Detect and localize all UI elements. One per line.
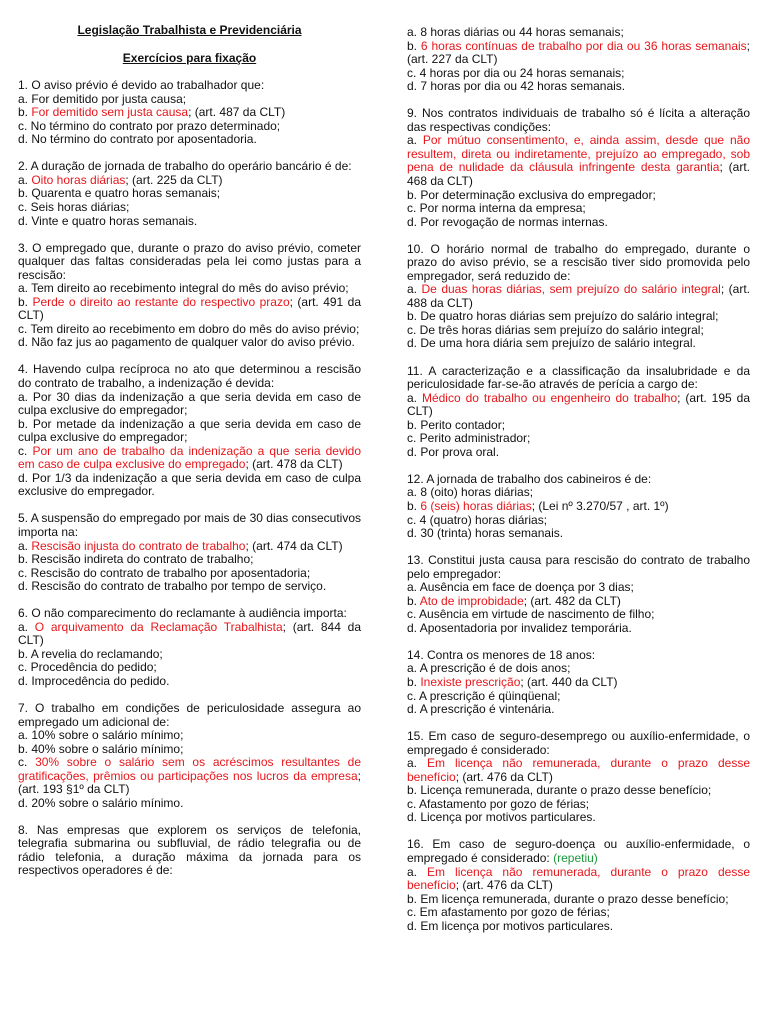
option-letter: c. [407, 322, 420, 337]
option-letter: c. [407, 688, 420, 703]
question-block [18, 363, 361, 498]
option-text: ; (art. 468 da CLT) [407, 160, 750, 188]
option-letter: b. [18, 294, 33, 309]
correct-answer-highlight: 30% sobre o salário sem os acréscimos resultantes de gratificações, prêmios ou participações nos lucros da empresa [18, 755, 361, 783]
option-text: Por revogação de normas internas. [420, 214, 608, 229]
question-stem [407, 473, 750, 487]
question-text: 6. O não comparecimento do reclamante à audiência importa: [18, 606, 347, 621]
option-text: 40% sobre o salário mínimo; [31, 741, 184, 756]
question-block [18, 242, 361, 350]
answer-option [407, 581, 750, 595]
question-block [407, 473, 750, 541]
document-subtitle: Exercícios para fixação [122, 50, 257, 65]
answer-option [407, 324, 750, 338]
option-letter: b. [407, 783, 421, 798]
answer-option [18, 567, 361, 581]
answer-option [407, 662, 750, 676]
option-letter: a. [18, 389, 33, 404]
option-letter: c. [407, 201, 420, 216]
option-text: Tem direito ao recebimento integral do mês do aviso prévio; [31, 281, 349, 296]
option-letter: c. [407, 65, 420, 80]
correct-answer-highlight: Em licença não remunerada, durante o prazo desse benefício [407, 864, 750, 893]
option-letter: a. [18, 619, 35, 634]
answer-option [407, 608, 750, 622]
question-stem [18, 824, 361, 878]
answer-option [407, 432, 750, 446]
answer-option [18, 215, 361, 229]
question-block [407, 838, 750, 933]
option-text: 30 (trinta) horas semanais. [420, 526, 564, 541]
option-letter: b. [407, 593, 420, 608]
question-stem [18, 160, 361, 174]
answer-option [407, 310, 750, 324]
question-stem [18, 79, 361, 93]
option-text: Licença por motivos particulares. [420, 810, 596, 825]
option-text: For demitido por justa causa; [31, 91, 187, 106]
option-letter: c. [407, 796, 420, 811]
question-block [18, 824, 361, 878]
question-block [407, 243, 750, 351]
option-letter: a. [407, 864, 428, 879]
option-letter: b. [407, 417, 421, 432]
question-stem [407, 107, 750, 134]
option-letter: c. [407, 431, 420, 446]
question-text: 14. Contra os menores de 18 anos: [407, 647, 596, 662]
option-text: Perito administrador; [419, 431, 531, 446]
option-text: A prescrição é qüinqüenal; [419, 688, 561, 703]
question-stem [18, 242, 361, 283]
question-stem [407, 838, 750, 865]
option-letter: d. [407, 620, 420, 635]
option-letter: b. [18, 741, 32, 756]
option-text: ; (art. 476 da CLT) [455, 878, 553, 893]
question-block [407, 554, 750, 635]
question-text: 11. A caracterização e a classificação da insalubridade e da periculosidade far-se-ão através de perícia a cargo de: [407, 363, 750, 392]
option-letter: d. [18, 673, 32, 688]
answer-option [407, 595, 750, 609]
question-text: 4. Havendo culpa recíproca no ato que determinou a rescisão do contrato de trabalho, a indenização é devida: [18, 362, 361, 390]
question-stem [407, 730, 750, 757]
answer-option [18, 187, 361, 201]
option-text: De três horas diárias sem prejuízo do salário integral; [419, 322, 704, 337]
answer-option [407, 893, 750, 907]
answer-option [407, 202, 750, 216]
option-letter: a. [407, 133, 423, 148]
option-text: Em licença por motivos particulares. [420, 918, 614, 933]
document-title: Legislação Trabalhista e Previdenciária [77, 23, 302, 37]
option-letter: a. [407, 282, 422, 297]
option-text: ; (art. 487 da CLT) [188, 105, 286, 120]
right-column [407, 26, 750, 947]
answer-option [18, 336, 361, 350]
option-letter: b. [407, 38, 421, 53]
option-text: No término do contrato por aposentadoria. [31, 132, 257, 147]
question-stem [18, 363, 361, 390]
option-letter: d. [18, 213, 32, 228]
question-block [18, 79, 361, 147]
answer-option [18, 201, 361, 215]
question-block [407, 730, 750, 825]
option-text: 10% sobre o salário mínimo; [31, 728, 184, 743]
option-text: Perito contador; [420, 417, 506, 432]
answer-option [407, 703, 750, 717]
option-letter: b. [18, 105, 32, 120]
option-letter: a. [407, 485, 421, 500]
answer-option [407, 690, 750, 704]
option-letter: a. [18, 172, 32, 187]
question-text: 7. O trabalho em condições de periculosidade assegura ao empregado um adicional de: [18, 700, 361, 729]
option-letter: a. [18, 91, 32, 106]
option-text: Em afastamento por gozo de férias; [419, 905, 610, 920]
option-text: Em licença remunerada, durante o prazo desse benefício; [420, 891, 729, 906]
question-block [407, 365, 750, 460]
option-letter: b. [18, 186, 32, 201]
answer-option [18, 472, 361, 499]
answer-option [407, 283, 750, 310]
option-text: Por metade da indenização a que seria devida em caso de culpa exclusive do empregador; [18, 416, 361, 445]
option-letter: d. [407, 214, 421, 229]
option-text: De quatro horas diárias sem prejuízo do salário integral; [420, 309, 719, 324]
question-block [18, 512, 361, 593]
answer-option [407, 500, 750, 514]
option-text: De uma hora diária sem prejuízo de salário integral. [420, 336, 696, 351]
option-letter: a. [407, 390, 422, 405]
answer-option [18, 553, 361, 567]
option-text: A prescrição é de dois anos; [419, 661, 571, 676]
left-question-list [18, 79, 361, 878]
question-stem [407, 243, 750, 284]
answer-option [18, 797, 361, 811]
option-letter: d. [18, 132, 32, 147]
option-letter: c. [18, 118, 31, 133]
option-letter: b. [18, 646, 31, 661]
answer-option [18, 729, 361, 743]
answer-option [407, 514, 750, 528]
option-text: Tem direito ao recebimento em dobro do mês do aviso prévio; [30, 321, 360, 336]
answer-option [407, 798, 750, 812]
answer-option [407, 906, 750, 920]
option-letter: d. [18, 795, 32, 810]
option-letter: d. [407, 444, 421, 459]
option-text: ; (art. 476 da CLT) [455, 769, 553, 784]
option-text: 8 (oito) horas diárias; [420, 485, 534, 500]
answer-option [18, 648, 361, 662]
option-text: No término do contrato por prazo determinado; [30, 118, 281, 133]
correct-answer-highlight: Inexiste prescrição [420, 674, 521, 689]
question-text: 5. A suspensão do empregado por mais de 30 dias consecutivos importa na: [18, 511, 361, 539]
question-block [407, 649, 750, 717]
answer-option [407, 920, 750, 934]
option-letter: c. [18, 565, 31, 580]
option-letter: d. [18, 470, 33, 485]
option-text: A revelia do reclamando; [30, 646, 163, 661]
option-text: ; (art. 491 da CLT) [18, 294, 362, 323]
option-text: Não faz jus ao pagamento de qualquer valor do aviso prévio. [31, 335, 355, 350]
option-letter: b. [18, 416, 33, 431]
option-letter: d. [407, 79, 421, 94]
question-block [18, 160, 361, 228]
option-letter: a. [407, 580, 420, 595]
option-text: ; (art. 195 da CLT) [407, 390, 750, 419]
answer-option [18, 743, 361, 757]
option-letter: a. [407, 25, 421, 39]
option-text: Afastamento por gozo de férias; [419, 796, 590, 811]
answer-option [18, 296, 361, 323]
question-text: 1. O aviso prévio é devido ao trabalhador que: [18, 78, 265, 93]
question-block [18, 702, 361, 810]
option-letter: c. [407, 512, 420, 527]
option-letter: a. [407, 756, 428, 771]
question-stem [18, 607, 361, 621]
question-text: 3. O empregado que, durante o prazo do aviso prévio, cometer qualquer das faltas consideradas pela lei como justas para a rescisão: [18, 240, 361, 282]
answer-option [18, 675, 361, 689]
answer-option [18, 174, 361, 188]
question-text: 16. Em caso de seguro-doença ou auxílio-enfermidade, o empregado é considerado: [407, 837, 750, 865]
answer-option [407, 26, 750, 40]
option-letter: c. [407, 607, 420, 622]
question-block [407, 107, 750, 229]
question-stem [407, 649, 750, 663]
answer-option [18, 133, 361, 147]
answer-option [18, 540, 361, 554]
option-text: 4 (quatro) horas diárias; [419, 512, 548, 527]
option-text: Licença remunerada, durante o prazo desse benefício; [420, 783, 712, 798]
option-text: Procedência do pedido; [30, 660, 157, 675]
answer-option [18, 661, 361, 675]
option-text: Por norma interna da empresa; [419, 201, 586, 216]
option-text: ; (art. 193 §1º da CLT) [18, 768, 361, 797]
option-letter: b. [407, 309, 421, 324]
correct-answer-highlight: Rescisão injusta do contrato de trabalho [31, 538, 246, 553]
option-letter: d. [407, 702, 420, 717]
question-options-continued [407, 26, 750, 94]
question-note: (repetiu) [553, 850, 598, 865]
correct-answer-highlight: Por um ano de trabalho da indenização a que seria devido em caso de culpa exclusive do empregado [18, 443, 361, 472]
option-text: Por prova oral. [420, 444, 500, 459]
correct-answer-highlight: Ato de improbidade [419, 593, 524, 608]
option-text: ; (art. 227 da CLT) [407, 38, 750, 67]
option-text: Rescisão do contrato de trabalho por tempo de serviço. [31, 579, 327, 594]
question-stem [407, 365, 750, 392]
answer-option [18, 93, 361, 107]
answer-option [407, 622, 750, 636]
question-text: 12. A jornada de trabalho dos cabineiros é de: [407, 471, 652, 486]
option-letter: c. [18, 660, 31, 675]
option-text: Rescisão do contrato de trabalho por aposentadoria; [30, 565, 311, 580]
correct-answer-highlight: De duas horas diárias, sem prejuízo do salário integral [421, 282, 721, 297]
option-letter: d. [407, 810, 421, 825]
answer-option [407, 676, 750, 690]
question-stem [18, 702, 361, 729]
option-letter: b. [407, 674, 421, 689]
question-block [18, 607, 361, 688]
question-stem [407, 554, 750, 581]
option-text: A prescrição é vintenária. [419, 702, 555, 717]
answer-option [18, 323, 361, 337]
answer-option [18, 580, 361, 594]
left-column [18, 24, 361, 892]
option-letter: c. [407, 905, 420, 920]
option-text: ; (art. 482 da CLT) [523, 593, 621, 608]
option-text: Seis horas diárias; [30, 199, 130, 214]
option-text: ; (art. 225 da CLT) [125, 172, 223, 187]
option-letter: a. [407, 661, 420, 676]
answer-option [407, 811, 750, 825]
option-letter: d. [407, 526, 421, 541]
question-text: 15. Em caso de seguro-desemprego ou auxílio-enfermidade, o empregado é considerado: [407, 729, 750, 757]
option-text: Improcedência do pedido. [31, 673, 170, 688]
option-text: ; (art. 478 da CLT) [245, 457, 343, 472]
option-letter: c. [18, 443, 33, 458]
option-text: ; (art. 474 da CLT) [245, 538, 343, 553]
question-text: 13. Constitui justa causa para rescisão do contrato de trabalho pelo empregador: [407, 553, 750, 581]
answer-option [407, 134, 750, 188]
option-text: 8 horas diárias ou 44 horas semanais; [420, 25, 624, 39]
correct-answer-highlight: O arquivamento da Reclamação Trabalhista [34, 619, 283, 634]
question-text: 10. O horário normal de trabalho do empregado, durante o prazo do aviso prévio, se a rescisão tiver sido promovida pelo empregador, será reduzido de: [407, 241, 750, 283]
correct-answer-highlight: For demitido sem justa causa [31, 105, 189, 120]
option-letter: b. [407, 187, 421, 202]
question-stem [18, 512, 361, 539]
option-text: Quarenta e quatro horas semanais; [31, 186, 221, 201]
option-letter: a. [18, 538, 32, 553]
answer-option [407, 80, 750, 94]
answer-option [18, 445, 361, 472]
option-text: 7 horas por dia ou 42 horas semanais. [420, 79, 626, 94]
answer-option [18, 621, 361, 648]
option-text: Vinte e quatro horas semanais. [31, 213, 198, 228]
question-text: 8. Nas empresas que explorem os serviços de telefonia, telegrafia submarina ou subfluvial, de rádio telegrafia ou de rádio telefonia, a duração máxima da jornada para os respectivos operadores é de: [18, 822, 361, 878]
option-letter: b. [407, 498, 421, 513]
answer-option [407, 337, 750, 351]
question-text: 9. Nos contratos individuais de trabalho só é lícita a alteração das respectivas condições: [407, 106, 750, 134]
question-text: 2. A duração de jornada de trabalho do operário bancário é de: [18, 159, 352, 174]
answer-option [18, 282, 361, 296]
answer-option [18, 120, 361, 134]
option-text: ; (art. 440 da CLT) [520, 674, 618, 689]
answer-option [18, 106, 361, 120]
answer-option [18, 418, 361, 445]
option-text: Rescisão indireta do contrato de trabalho; [31, 552, 254, 567]
option-letter: d. [407, 336, 421, 351]
option-letter: c. [18, 199, 31, 214]
answer-option [407, 419, 750, 433]
option-text: Por 1/3 da indenização a que seria devida em caso de culpa exclusive do empregador. [18, 470, 362, 499]
answer-option [407, 392, 750, 419]
answer-option [407, 446, 750, 460]
correct-answer-highlight: Por mútuo consentimento, e, ainda assim, desde que não resultem, direta ou indiretamente, prejuízo ao empregado, sob pena de nulidade da cláusula infringente desta garantia [407, 133, 750, 175]
answer-option [18, 391, 361, 418]
option-text: ; (art. 488 da CLT) [407, 282, 750, 310]
option-text: Ausência em virtude de nascimento de filho; [419, 607, 655, 622]
option-text: Por determinação exclusiva do empregador; [420, 187, 656, 202]
correct-answer-highlight: Médico do trabalho ou engenheiro do trabalho [421, 390, 678, 405]
option-letter: a. [18, 281, 32, 296]
right-question-list [407, 26, 750, 933]
option-letter: d. [18, 579, 32, 594]
option-text: 20% sobre o salário mínimo. [31, 795, 184, 810]
answer-option [407, 527, 750, 541]
option-text: ; (Lei nº 3.270/57 , art. 1º) [531, 498, 669, 513]
option-text: Por 30 dias da indenização a que seria devida em caso de culpa exclusive do empregador; [18, 389, 361, 418]
option-letter: a. [18, 728, 32, 743]
option-letter: d. [18, 335, 32, 350]
option-text: Ausência em face de doença por 3 dias; [419, 580, 634, 595]
option-letter: c. [18, 321, 31, 336]
answer-option [407, 67, 750, 81]
correct-answer-highlight: 6 horas contínuas de trabalho por dia ou 36 horas semanais [420, 38, 747, 53]
correct-answer-highlight: 6 (seis) horas diárias [420, 498, 532, 513]
answer-option [407, 757, 750, 784]
option-text: Aposentadoria por invalidez temporária. [419, 620, 632, 635]
option-letter: b. [407, 891, 421, 906]
correct-answer-highlight: Em licença não remunerada, durante o prazo desse benefício [407, 756, 750, 784]
option-text: 4 horas por dia ou 24 horas semanais; [419, 65, 625, 80]
correct-answer-highlight: Perde o direito ao restante do respectivo prazo [32, 294, 290, 309]
answer-option [407, 486, 750, 500]
option-letter: d. [407, 918, 421, 933]
answer-option [18, 756, 361, 797]
option-letter: b. [18, 552, 32, 567]
option-letter: c. [18, 755, 36, 770]
answer-option [407, 40, 750, 67]
answer-option [407, 784, 750, 798]
correct-answer-highlight: Oito horas diárias [31, 172, 126, 187]
answer-option [407, 866, 750, 893]
answer-option [407, 189, 750, 203]
option-text: ; (art. 844 da CLT) [18, 619, 362, 648]
answer-option [407, 216, 750, 230]
